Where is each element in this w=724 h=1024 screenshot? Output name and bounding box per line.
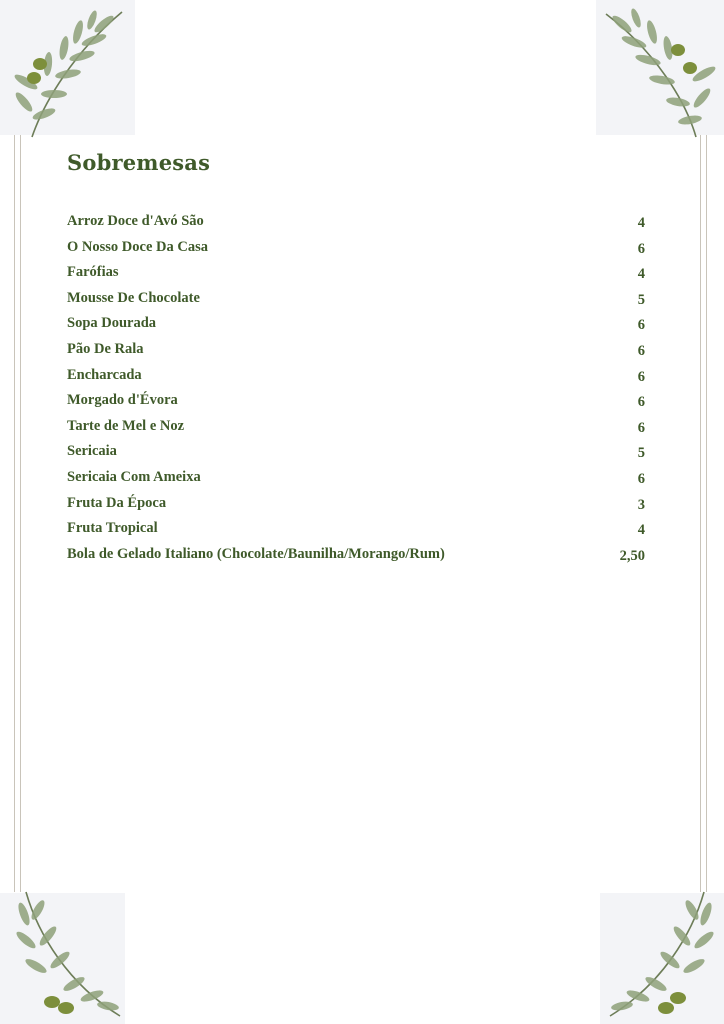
menu-item-name: Tarte de Mel e Noz	[67, 417, 185, 434]
menu-item-price: 3	[637, 496, 645, 513]
menu-item-name: Sericaia Com Ameixa	[67, 468, 201, 485]
menu-item-name: Fruta Tropical	[67, 520, 158, 537]
menu-item-price: 6	[637, 394, 645, 411]
menu-item	[67, 337, 645, 363]
menu-item-name: Bola de Gelado Italiano (Chocolate/Baunilha/Morango/Rum)	[67, 545, 445, 562]
menu-item-price: 6	[637, 470, 645, 487]
menu-item-price: 6	[637, 240, 645, 257]
menu-item-name: Sopa Dourada	[67, 315, 157, 332]
menu-item	[67, 465, 645, 491]
menu-item-price: 6	[637, 368, 645, 385]
menu-item	[67, 388, 645, 414]
menu-item-price: 6	[637, 342, 645, 359]
menu-item	[67, 414, 645, 440]
menu-item	[67, 439, 645, 465]
menu-item-price: 5	[637, 291, 645, 308]
menu-item-price: 5	[637, 445, 645, 462]
border-left-inner	[20, 132, 21, 892]
menu-item-price: 2,50	[619, 547, 645, 564]
menu-item	[67, 235, 645, 261]
menu-item-price: 4	[637, 266, 645, 283]
menu-item	[67, 260, 645, 286]
menu-item	[67, 286, 645, 312]
menu-item	[67, 363, 645, 389]
menu-item-price: 4	[637, 215, 645, 231]
menu-item	[67, 491, 645, 517]
menu-item	[67, 516, 645, 542]
dessert-menu-list	[67, 209, 645, 567]
menu-item-name: Encharcada	[67, 366, 142, 383]
border-left-outer	[14, 132, 15, 892]
olive-branch-bottom-right-icon	[596, 884, 724, 1024]
menu-item	[67, 209, 645, 235]
border-right-inner	[700, 132, 701, 892]
menu-item-price: 6	[637, 419, 645, 436]
border-right-outer	[706, 132, 707, 892]
menu-item	[67, 311, 645, 337]
menu-item-name: Sericaia	[67, 443, 117, 460]
menu-item-name: Fruta Da Época	[67, 494, 167, 511]
menu-item-name: Pão De Rala	[67, 340, 144, 357]
olive-branch-top-left-icon	[4, 2, 134, 142]
menu-item-name: Arroz Doce d'Avó São	[67, 213, 204, 229]
menu-item-price: 4	[637, 522, 645, 539]
menu-item-name: Morgado d'Évora	[67, 392, 178, 409]
menu-item-price: 6	[637, 317, 645, 334]
menu-item-name: Farófias	[67, 264, 119, 281]
olive-branch-bottom-left-icon	[4, 884, 134, 1024]
menu-item-name: O Nosso Doce Da Casa	[67, 238, 208, 255]
menu-item-name: Mousse De Chocolate	[67, 289, 200, 306]
menu-item	[67, 542, 645, 568]
section-title: Sobremesas	[67, 150, 211, 175]
olive-branch-top-right-icon	[596, 2, 724, 142]
